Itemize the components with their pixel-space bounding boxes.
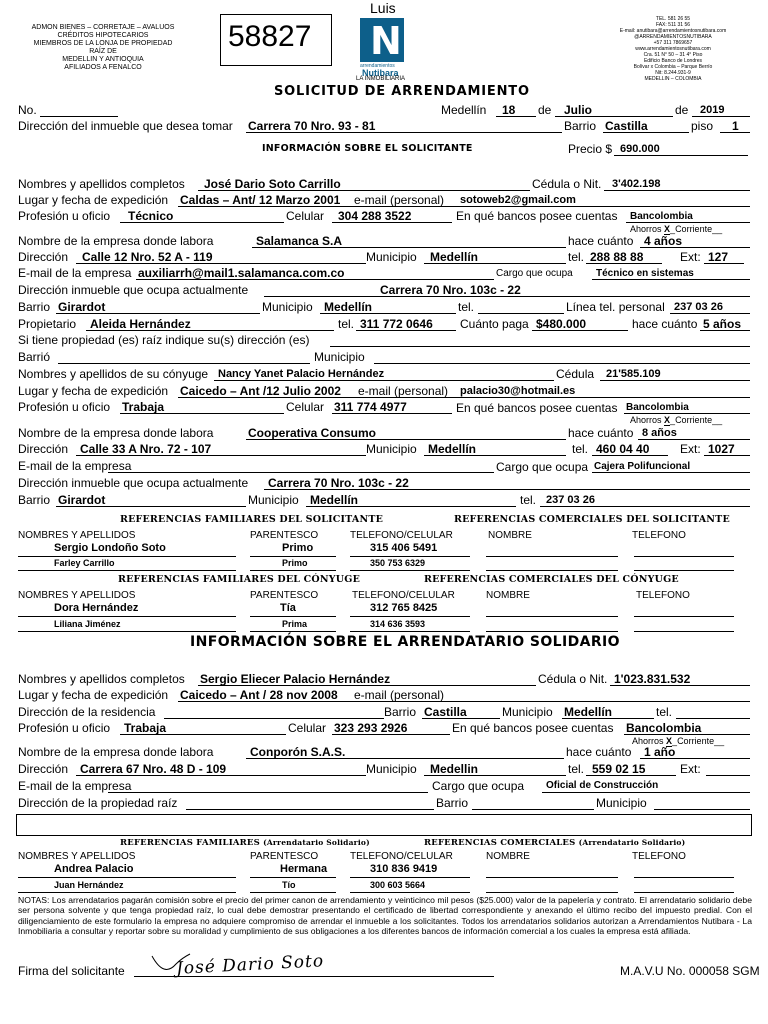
city-label: Medellín [441, 103, 487, 117]
spouse-cellphone-label: Celular [286, 400, 325, 414]
spouse-cargo-value[interactable]: Cajera Polifuncional [594, 461, 691, 472]
guarantor-expedition-label: Lugar y fecha de expedición [18, 688, 169, 702]
company-label: Nombre de la empresa donde labora [18, 234, 214, 248]
spouse-expedition-label: Lugar y fecha de expedición [18, 384, 169, 398]
owner-phone-label: tel. [338, 317, 355, 331]
address-label: Dirección del inmueble que desea tomar [18, 119, 233, 133]
property-municipality-label: Municipio [314, 350, 365, 364]
email-label: e-mail (personal) [354, 193, 445, 207]
spouse-phone-value[interactable]: 460 04 40 [596, 442, 650, 456]
account-type: Ahorros X_Corriente__ [630, 224, 723, 234]
company-email-value[interactable]: auxiliarrh@mail1.salamanca.com.co [138, 266, 345, 280]
company-line: MEDELLIN Y ANTIOQUIA [62, 56, 144, 63]
spouse-home-label: Dirección inmueble que ocupa actualmente [18, 476, 249, 490]
col-commercial-name: NOMBRE [486, 851, 530, 862]
spouse-bank-value[interactable]: Bancolombia [626, 402, 689, 413]
guarantor-phone-label: tel. [656, 705, 673, 719]
spouse-barrio-label: Barrio [18, 493, 51, 507]
ref-relation[interactable]: Primo [282, 542, 314, 554]
ahorros-label: Ahorros [630, 224, 662, 234]
guarantor-municipality-value[interactable]: Medellín [564, 705, 613, 719]
owner-hace-value[interactable]: 5 años [703, 317, 742, 331]
home-barrio-label: Barrio [18, 300, 51, 314]
logo-text: Nutibara [362, 68, 399, 78]
contact-line: www.arrendamientosnutibara.com [635, 46, 711, 52]
ref-name[interactable]: Liliana Jiménez [54, 619, 121, 629]
hace-value[interactable]: 4 años [644, 234, 683, 248]
spouse-profession-value[interactable]: Trabaja [122, 400, 165, 414]
number-field[interactable] [40, 116, 118, 117]
guarantor-work-municipality-label: Municipio [366, 762, 417, 776]
piso-value[interactable]: 1 [732, 119, 739, 133]
contact-line: MEDELLIN – COLOMBIA [644, 76, 702, 82]
contact-line: E-mail: anutibara@arrendamientosnutibara.com [619, 28, 727, 34]
de-label: de [538, 103, 552, 117]
col-relation: PARENTESCO [250, 530, 319, 541]
price-value[interactable]: 690.000 [620, 143, 660, 155]
company-logo [356, 18, 412, 82]
ahorros-label: Ahorros [630, 415, 662, 425]
signature-stroke [150, 950, 200, 980]
ref-name[interactable]: Farley Carrillo [54, 558, 115, 568]
guarantor-barrio-value[interactable]: Castilla [424, 705, 467, 719]
spouse-home-municipality-label: Municipio [248, 493, 299, 507]
piso-label: piso [691, 119, 714, 133]
ref-phone[interactable]: 310 836 9419 [370, 863, 438, 875]
ref-phone[interactable]: 315 406 5491 [370, 542, 438, 554]
title-text: REFERENCIAS FAMILIARES [120, 838, 260, 848]
section-applicant-title: INFORMACIÓN SOBRE EL SOLICITANTE [262, 143, 473, 154]
guarantor-property-municipality-label: Municipio [596, 796, 647, 810]
guarantor-cellphone-value[interactable]: 323 293 2926 [334, 721, 408, 735]
owner-phone-value[interactable]: 311 772 0646 [360, 317, 433, 331]
corriente-label: Corriente [675, 415, 713, 425]
guarantor-profession-label: Profesión u oficio [18, 721, 111, 735]
spouse-work-address-label: Dirección [18, 442, 69, 456]
col-phone: TELEFONO/CELULAR [350, 530, 453, 541]
spouse-family-refs-title: REFERENCIAS FAMILIARES DEL CÓNYUGE [118, 574, 361, 585]
spouse-home-phone-value[interactable]: 237 03 26 [546, 494, 595, 506]
work-municipality-value[interactable]: Medellín [430, 250, 479, 264]
form-number: 58827 [228, 20, 312, 53]
col-relation: PARENTESCO [250, 590, 319, 601]
company-value[interactable]: Salamanca S.A [256, 234, 343, 248]
guarantor-company-email-label: E-mail de la empresa [18, 779, 132, 793]
cedula-value[interactable]: 3'402.198 [612, 178, 661, 190]
address-value[interactable]: Carrera 70 Nro. 93 - 81 [248, 119, 376, 133]
guarantor-bank-value[interactable]: Bancolombia [626, 721, 702, 735]
spouse-home-municipality-value[interactable]: Medellín [310, 493, 359, 507]
contact-line: Bolívar x Colombia – Parque Berrío [633, 64, 713, 70]
email-value[interactable]: sotoweb2@gmail.com [460, 194, 576, 206]
guarantor-account-type: Ahorros X_Corriente__ [632, 736, 725, 746]
guarantor-municipality-label: Municipio [502, 705, 553, 719]
names-value[interactable]: José Dario Soto Carrillo [204, 177, 341, 191]
spouse-home-value[interactable]: Carrera 70 Nro. 103c - 22 [268, 476, 409, 490]
ref-phone[interactable]: 350 753 6329 [370, 558, 426, 568]
ref-phone[interactable]: 314 636 3593 [370, 619, 426, 629]
expedition-label: Lugar y fecha de expedición [18, 193, 169, 207]
spouse-ext-value[interactable]: 1027 [708, 442, 735, 456]
spouse-company-label: Nombre de la empresa donde labora [18, 426, 214, 440]
ahorros-check[interactable]: X [664, 224, 671, 234]
spouse-cellphone-value[interactable]: 311 774 4977 [334, 400, 407, 414]
ahorros-label: Ahorros [632, 736, 664, 746]
guarantor-residence-label: Dirección de la residencia [18, 705, 156, 719]
ref-relation[interactable]: Hermana [280, 863, 328, 875]
spouse-cargo-label: Cargo que ocupa [496, 460, 589, 474]
home-municipality-value[interactable]: Medellín [324, 300, 373, 314]
cargo-value[interactable]: Técnico en sistemas [596, 268, 694, 279]
work-municipality-label: Municipio [366, 250, 417, 264]
work-phone-value[interactable]: 288 88 88 [590, 250, 644, 264]
spouse-ext-label: Ext: [680, 442, 701, 456]
spouse-municipality-label: Municipio [366, 442, 417, 456]
home-address-value[interactable]: Carrera 70 Nro. 103c - 22 [380, 283, 521, 297]
spouse-hace-value[interactable]: 8 años [642, 427, 677, 439]
guarantor-cargo-label: Cargo que ocupa [432, 779, 525, 793]
col-commercial-name: NOMBRE [486, 590, 530, 601]
personal-line-label: Línea tel. personal [566, 300, 665, 314]
logo-letter: N [370, 19, 402, 63]
col-names: NOMBRES Y APELLIDOS [18, 851, 136, 862]
ref-name[interactable]: Juan Hernández [54, 880, 124, 890]
work-phone-label: tel. [568, 250, 585, 264]
owner-value[interactable]: Aleida Hernández [90, 317, 191, 331]
year-value[interactable]: 2019 [700, 104, 725, 116]
cellphone-value[interactable]: 304 288 3522 [338, 209, 412, 223]
spouse-work-address-value[interactable]: Calle 33 A Nro. 72 - 107 [80, 442, 212, 456]
guarantor-family-refs-title [120, 838, 370, 848]
company-line: ADMON BIENES – CORRETAJE – AVALUOS [31, 24, 175, 31]
hace-label: hace cuánto [568, 234, 634, 248]
spouse-banks-label: En qué bancos posee cuentas [456, 401, 618, 415]
ref-name[interactable]: Dora Hernández [54, 602, 139, 614]
guarantor-profession-value[interactable]: Trabaja [124, 721, 167, 735]
signature: José Dario Soto [175, 951, 325, 979]
number-label: No. [18, 103, 37, 117]
spouse-home-phone-label: tel. [520, 493, 537, 507]
spouse-email-label: e-mail (personal) [358, 384, 449, 398]
contact-line: FAX: 511 31 56 [655, 22, 691, 28]
cedula-label: Cédula o Nit. [532, 177, 602, 191]
col-phone: TELEFONO/CELULAR [350, 851, 453, 862]
handwritten-name: Luis [370, 0, 396, 16]
personal-line-value[interactable]: 237 03 26 [674, 301, 723, 313]
spouse-cedula-label: Cédula [556, 367, 595, 381]
spouse-hace-label: hace cuánto [568, 426, 634, 440]
company-email-label: E-mail de la empresa [18, 266, 132, 280]
guarantor-cedula-label: Cédula o Nit. [538, 672, 608, 686]
guarantor-banks-label: En qué bancos posee cuentas [452, 721, 614, 735]
guarantor-names-label: Nombres y apellidos completos [18, 672, 185, 686]
work-address-label: Dirección [18, 250, 69, 264]
guarantor-work-address-label: Dirección [18, 762, 69, 776]
property-label: Si tiene propiedad (es) raíz indique su(s) dirección (es) [18, 333, 310, 347]
guarantor-cedula-value[interactable]: 1'023.831.532 [614, 672, 691, 686]
spouse-names-label: Nombres y apellidos de su cónyuge [18, 367, 209, 381]
notes: NOTAS: Los arrendatarios pagarán comisión sobre el precio del primer canon de arrendamiento y veinticinco mil pesos ($25.000) valor de la papelería y contrato. El arrendatario solidario debe ser persona solvente y que tenga propiedad raíz, lo cual debe demostrar presentando el certificado de libertad correspondiente y anexando el último recibo del impuesto predial. Con el diligenciamiento de este formulario la empresa no adquiere compromiso de arrendar el inmueble a los solicitantes. Todos los arrendatarios solidarios autorizan a Arrendamientos Nutibara - La Inmobiliaria a consultar y reportar sobre su moralidad y cumplimiento de sus obligaciones a los diferentes bancos de información comercial a los cuales la empresa está afiliada. [18, 895, 752, 937]
guarantor-company-label: Nombre de la empresa donde labora [18, 745, 214, 759]
guarantor-hace-value[interactable]: 1 año [644, 745, 676, 759]
price-label: Precio $ [568, 142, 613, 156]
home-address-label: Dirección inmueble que ocupa actualmente [18, 283, 249, 297]
guarantor-work-phone-label: tel. [568, 762, 585, 776]
col-commercial-phone: TELEFONO [636, 590, 690, 601]
spouse-company-email-label: E-mail de la empresa [18, 459, 132, 473]
col-relation: PARENTESCO [250, 851, 319, 862]
guarantor-hace-label: hace cuánto [566, 745, 632, 759]
spouse-phone-label: tel. [572, 442, 589, 456]
logo-subtitle: LA INMOBILIARIA [356, 76, 406, 82]
company-line: MIEMBROS DE LA LONJA DE PROPIEDAD RAÍZ DE [33, 40, 173, 55]
profession-value[interactable]: Técnico [128, 209, 174, 223]
rent-value[interactable]: $480.000 [536, 317, 587, 331]
cargo-label: Cargo que ocupa [496, 268, 573, 279]
spouse-names-value[interactable]: Nancy Yanet Palacio Hernández [218, 368, 385, 380]
work-address-value[interactable]: Calle 12 Nro. 52 A - 119 [82, 250, 213, 264]
rent-label: Cuánto paga [460, 317, 529, 331]
col-names: NOMBRES Y APELLIDOS [18, 530, 136, 541]
spouse-cedula-value[interactable]: 21'585.109 [606, 368, 661, 380]
barrio-value[interactable]: Castilla [605, 119, 648, 133]
ref-name[interactable]: Sergio Londoño Soto [54, 542, 166, 554]
banks-label: En qué bancos posee cuentas [456, 209, 618, 223]
family-refs-title: REFERENCIAS FAMILIARES DEL SOLICITANTE [120, 514, 384, 525]
guarantor-names-value[interactable]: Sergio Eliecer Palacio Hernández [200, 672, 391, 686]
guarantor-work-address-value[interactable]: Carrera 67 Nro. 48 D - 109 [80, 762, 227, 776]
company-line: AFILIADOS A FENALCO [64, 64, 142, 71]
ext-label: Ext: [680, 250, 701, 264]
form-title: SOLICITUD DE ARRENDAMIENTO [274, 84, 530, 99]
col-commercial-phone: TELEFONO [632, 851, 686, 862]
guarantor-property-barrio-label: Barrio [436, 796, 469, 810]
logo-text: arrendamientos [360, 63, 395, 69]
corriente-label: Corriente [675, 224, 713, 234]
title-sub: (Arrendatario Solidario) [578, 838, 686, 847]
guarantor-email-label: e-mail (personal) [354, 688, 445, 702]
guarantor-property-label: Dirección de la propiedad raíz [18, 796, 178, 810]
guarantor-work-municipality-value[interactable]: Medellin [430, 762, 479, 776]
owner-label: Propietario [18, 317, 77, 331]
ref-name[interactable]: Andrea Palacio [54, 863, 134, 875]
expedition-value[interactable]: Caldas – Ant/ 12 Marzo 2001 [180, 193, 341, 207]
col-names: NOMBRES Y APELLIDOS [18, 590, 136, 601]
guarantor-cellphone-label: Celular [288, 721, 327, 735]
contact-line: Edificio Banco de Londres [643, 58, 703, 64]
home-municipality-label: Municipio [262, 300, 313, 314]
bank-value[interactable]: Bancolombia [630, 211, 693, 222]
contact-info [612, 16, 734, 82]
cellphone-label: Celular [286, 209, 325, 223]
guarantor-commercial-refs-title [424, 838, 685, 848]
guarantor-barrio-label: Barrio [384, 705, 417, 719]
ahorros-check[interactable]: X [664, 415, 671, 425]
ref-phone[interactable]: 300 603 5664 [370, 880, 426, 890]
barrio-label: Barrio [564, 119, 597, 133]
day-value[interactable]: 18 [502, 103, 516, 117]
col-commercial-phone: TELEFONO [632, 530, 686, 541]
col-phone: TELEFONO/CELULAR [352, 590, 455, 601]
guarantor-ext-label: Ext: [680, 762, 701, 776]
month-value[interactable]: Julio [564, 103, 593, 117]
form-code: M.A.V.U No. 000058 SGM [620, 964, 760, 978]
spouse-expedition-value[interactable]: Caicedo – Ant /12 Julio 2002 [180, 384, 341, 398]
home-barrio-value[interactable]: Girardot [58, 300, 106, 314]
guarantor-company-value[interactable]: Conporón S.A.S. [250, 745, 346, 759]
contact-line: Nit: 8.244.931-9 [655, 70, 691, 76]
home-phone-label: tel. [458, 300, 475, 314]
contact-line: TEL. 581 26 55 [655, 16, 691, 22]
ref-relation[interactable]: Tía [280, 602, 296, 614]
empty-box [16, 814, 752, 836]
commercial-refs-title: REFERENCIAS COMERCIALES DEL SOLICITANTE [454, 514, 730, 525]
spouse-company-value[interactable]: Cooperativa Consumo [248, 426, 377, 440]
ref-relation[interactable]: Primo [282, 558, 308, 568]
ahorros-check[interactable]: X [666, 736, 673, 746]
spouse-account-type: Ahorros X_Corriente__ [630, 415, 723, 425]
spouse-barrio-value[interactable]: Girardot [58, 493, 106, 507]
contact-line: Cra. 51 N° 50 – 31 4° Piso [643, 52, 703, 58]
signature-label: Firma del solicitante [18, 964, 125, 978]
title-text: REFERENCIAS COMERCIALES [424, 838, 576, 848]
contact-line: @ARRENDAMIENTOSNUTIBARA [634, 34, 712, 40]
spouse-municipality-value[interactable]: Medellín [428, 442, 477, 456]
owner-hace-label: hace cuánto [632, 317, 698, 331]
guarantor-cargo-value[interactable]: Oficial de Construcción [546, 780, 659, 791]
guarantor-title: INFORMACIÓN SOBRE EL ARRENDATARIO SOLIDARIO [190, 634, 620, 650]
contact-line: +57 311 7869657 [653, 40, 693, 46]
names-label: Nombres y apellidos completos [18, 177, 185, 191]
ref-phone[interactable]: 312 765 8425 [370, 602, 438, 614]
title-sub: (Arrendatario Solidario) [263, 838, 370, 847]
profession-label: Profesión u oficio [18, 209, 111, 223]
corriente-label: Corriente [677, 736, 715, 746]
company-line: CRÉDITOS HIPOTECARIOS [57, 32, 149, 39]
de-label: de [675, 103, 689, 117]
guarantor-expedition-value[interactable]: Caicedo – Ant / 28 nov 2008 [180, 688, 338, 702]
spouse-profession-label: Profesión u oficio [18, 400, 111, 414]
property-barrio-label: Barrió [18, 350, 51, 364]
col-commercial-name: NOMBRE [488, 530, 532, 541]
ref-relation[interactable]: Prima [282, 619, 308, 629]
ext-value[interactable]: 127 [708, 250, 729, 264]
guarantor-work-phone-value[interactable]: 559 02 15 [592, 762, 646, 776]
company-description [28, 24, 178, 72]
ref-relation[interactable]: Tío [282, 880, 296, 890]
spouse-email-value[interactable]: palacio30@hotmail.es [460, 385, 576, 397]
spouse-commercial-refs-title: REFERENCIAS COMERCIALES DEL CÓNYUGE [424, 574, 679, 585]
